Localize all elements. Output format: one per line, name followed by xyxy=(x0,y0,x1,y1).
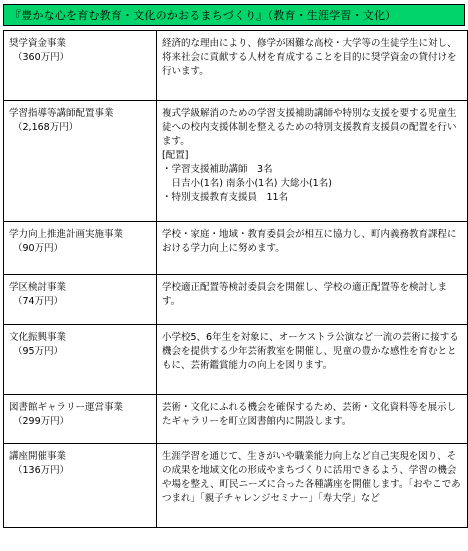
project-name-cell xyxy=(4,31,157,101)
project-amount: （136万円） xyxy=(13,465,70,476)
table-row xyxy=(4,395,468,444)
project-description-cell xyxy=(157,101,468,222)
table-row xyxy=(4,31,468,101)
project-amount: （360万円） xyxy=(13,52,70,63)
project-name-cell xyxy=(4,395,157,444)
project-description: 生涯学習を通じて、生きがいや職業能力向上など自己実現を図り、その成果を地域文化の形成やまちづくりに活用できるよう、学習の機会や場を整え、町民ニーズに合った各種講座を開催します。「おやこであつまれ」「親子チャレンジセミナー」「寿大学」など xyxy=(162,451,461,504)
project-name-cell xyxy=(4,325,157,395)
placement-list xyxy=(162,163,462,205)
project-name: 学習指導等講師配置事業 xyxy=(9,108,114,119)
table-row xyxy=(4,101,468,222)
project-description: 学校・家庭・地域・教育委員会が相互に協力し、町内義務教育課程における学力向上に努めます。 xyxy=(162,229,457,254)
table-row xyxy=(4,444,468,528)
project-amount: （95万円） xyxy=(13,346,64,357)
project-description: 複式学級解消のための学習支援補助講師や特別な支援を要する児童生徒への校内支援体制を整えるための特別支援教育支援員の配置を行います。 xyxy=(162,108,457,147)
table-row xyxy=(4,275,468,325)
project-amount: （74万円） xyxy=(13,296,64,307)
project-description: 小学校5、6年生を対象に、オーケストラ公演など一流の芸術に接する機会を提供する少年芸術教室を開催し、児童の豊かな感性を育むとともに、芸術鑑賞能力の向上を図ります。 xyxy=(162,332,459,371)
list-item: ・特別支援教育支援員 11名 xyxy=(162,192,289,203)
project-amount: （299万円） xyxy=(13,416,70,427)
project-description-cell xyxy=(157,325,468,395)
project-name: 図書館ギャラリー運営事業 xyxy=(9,402,124,413)
table-row xyxy=(4,325,468,395)
project-amount: （2,168万円） xyxy=(13,122,79,133)
project-name: 講座開催事業 xyxy=(9,451,67,462)
list-item: 日吉小(1名) 南条小(1名) 大総小(1名) xyxy=(162,178,332,189)
project-name: 学区検討事業 xyxy=(9,282,67,293)
table-row xyxy=(4,222,468,275)
project-name-cell xyxy=(4,275,157,325)
project-name-cell xyxy=(4,444,157,528)
project-name: 学力向上推進計画実施事業 xyxy=(9,229,124,240)
project-description-cell xyxy=(157,395,468,444)
project-name: 奨学資金事業 xyxy=(9,38,67,49)
project-name-cell xyxy=(4,101,157,222)
project-amount: （90万円） xyxy=(13,243,64,254)
project-description: 学校適正配置等検討委員会を開催し、学校の適正配置等を検討します。 xyxy=(162,282,448,307)
project-name: 文化振興事業 xyxy=(9,332,67,343)
project-description-cell xyxy=(157,222,468,275)
placement-heading: [配置] xyxy=(162,150,189,161)
project-description: 経済的な理由により、修学が困難な高校・大学等の生徒学生に対し、将来社会に貢献する人材を育成することを目的に奨学資金の貸付けを行います。 xyxy=(162,38,457,77)
section-title: 『豊かな心を育む教育・文化のかおるまちづくり』（教育・生涯学習・文化） xyxy=(3,4,465,26)
list-item: ・学習支援補助講師 3名 xyxy=(162,164,273,175)
project-description-cell xyxy=(157,444,468,528)
project-description-cell xyxy=(157,31,468,101)
budget-table xyxy=(3,30,468,528)
project-description-cell xyxy=(157,275,468,325)
project-name-cell xyxy=(4,222,157,275)
project-description: 芸術・文化にふれる機会を確保するため、芸術・文化資料等を展示したギャラリーを町立図書館内に開設します。 xyxy=(162,402,457,427)
